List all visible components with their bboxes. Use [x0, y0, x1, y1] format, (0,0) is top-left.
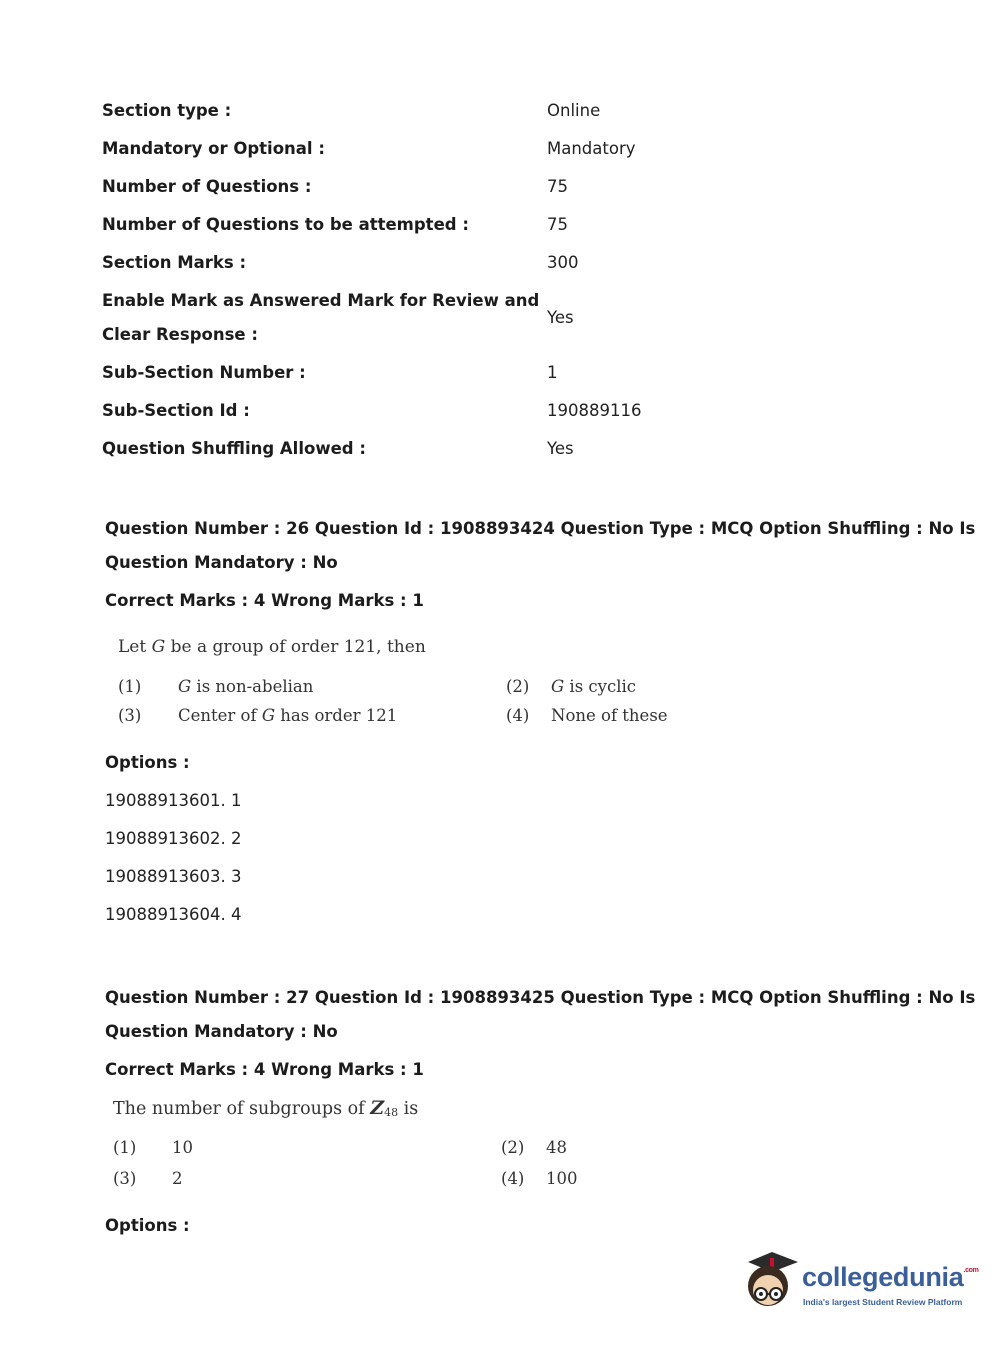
integers-mod-symbol: Z [370, 1097, 385, 1119]
choice-text [551, 677, 636, 696]
options-heading: Options : [105, 753, 190, 772]
symbol-subscript: 48 [384, 1106, 399, 1119]
option-id: 19088913602. 2 [105, 829, 242, 848]
choice-number: (2) [506, 677, 530, 696]
choice-text: None of these [551, 706, 668, 725]
choice-text [178, 677, 313, 696]
meta-label: Mandatory or Optional : [102, 139, 325, 158]
meta-label: Sub-Section Id : [102, 401, 250, 420]
meta-value: 75 [547, 215, 568, 234]
choice-number: (2) [501, 1138, 525, 1157]
meta-value: Online [547, 101, 601, 120]
option-id: 19088913604. 4 [105, 905, 242, 924]
question-marks: Correct Marks : 4 Wrong Marks : 1 [105, 591, 424, 610]
meta-value: Yes [547, 439, 574, 458]
choice-number: (1) [113, 1138, 137, 1157]
choice-text: 10 [172, 1138, 193, 1157]
question-header: Question Mandatory : No [105, 553, 338, 572]
choice-label: has order 121 [275, 706, 398, 725]
meta-value: 300 [547, 253, 579, 272]
meta-label: Number of Questions to be attempted : [102, 215, 469, 234]
math-variable: G [551, 677, 565, 696]
question-header: Question Number : 27 Question Id : 1908893425 Question Type : MCQ Option Shuffling : No Is [105, 988, 976, 1007]
stem-text: The number of subgroups of [113, 1099, 371, 1119]
meta-value: 75 [547, 177, 568, 196]
meta-value: 1 [547, 363, 558, 382]
meta-label: Section type : [102, 101, 232, 120]
meta-value: 190889116 [547, 401, 642, 420]
choice-text: 48 [546, 1138, 567, 1157]
stem-text: Let [118, 637, 152, 657]
logo-tagline: India's largest Student Review Platform [803, 1297, 963, 1307]
question-header: Question Mandatory : No [105, 1022, 338, 1041]
meta-label: Number of Questions : [102, 177, 312, 196]
choice-number: (4) [506, 706, 530, 725]
meta-label: Sub-Section Number : [102, 363, 306, 382]
meta-label: Section Marks : [102, 253, 247, 272]
stem-text: is [398, 1099, 419, 1119]
choice-number: (3) [118, 706, 142, 725]
choice-text [178, 706, 397, 725]
option-id: 19088913601. 1 [105, 791, 242, 810]
option-id: 19088913603. 3 [105, 867, 242, 886]
math-variable: G [151, 637, 166, 657]
meta-label: Question Shuffling Allowed : [102, 439, 366, 458]
question-header: Question Number : 26 Question Id : 1908893424 Question Type : MCQ Option Shuffling : No Is [105, 519, 976, 538]
choice-text: 2 [172, 1169, 183, 1188]
choice-number: (3) [113, 1169, 137, 1188]
collegedunia-logo [740, 1246, 979, 1322]
question-stem [118, 637, 426, 657]
choice-number: (4) [501, 1169, 525, 1188]
math-variable: G [178, 677, 192, 696]
logo-brand-text: collegedunia [802, 1262, 964, 1292]
meta-label: Enable Mark as Answered Mark for Review and [102, 291, 540, 310]
choice-text: 100 [546, 1169, 578, 1188]
question-marks: Correct Marks : 4 Wrong Marks : 1 [105, 1060, 424, 1079]
meta-label: Clear Response : [102, 325, 258, 344]
stem-text: be a group of order 121, then [165, 637, 426, 657]
choice-number: (1) [118, 677, 142, 696]
choice-label: is cyclic [564, 677, 637, 696]
logo-suffix: .com [963, 1267, 979, 1274]
meta-value: Yes [547, 308, 574, 327]
choice-label: Center of [178, 706, 262, 725]
logo-brand [802, 1262, 979, 1293]
choice-label: is non-abelian [191, 677, 314, 696]
question-stem [113, 1097, 418, 1119]
math-variable: G [261, 706, 276, 725]
meta-value: Mandatory [547, 139, 636, 158]
options-heading: Options : [105, 1216, 190, 1235]
